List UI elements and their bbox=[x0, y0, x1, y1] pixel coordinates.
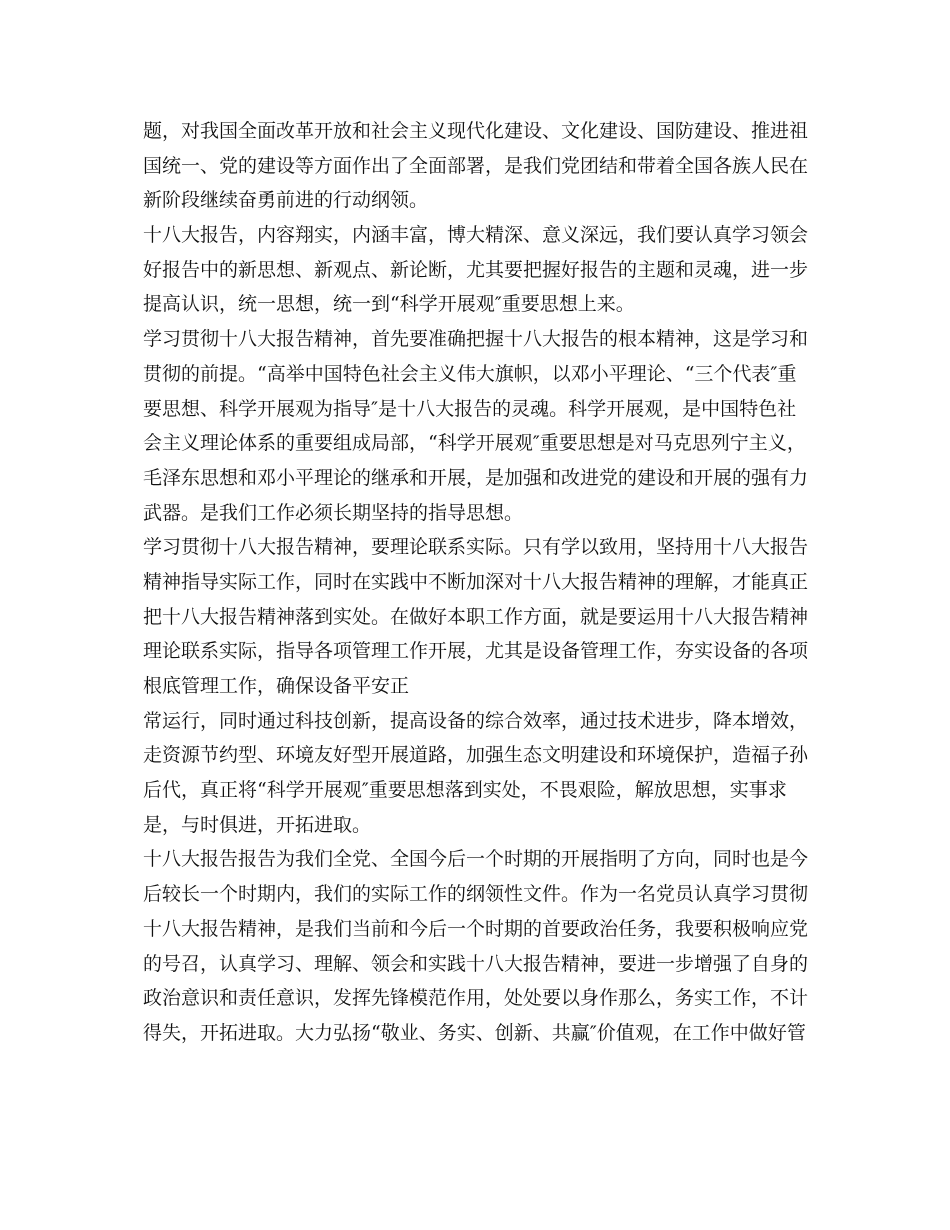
text-line: 学习贯彻十八大报告精神，首先要准确把握十八大报告的根本精神，这是学习和 bbox=[143, 328, 809, 351]
text-line: 会主义理论体系的重要组成局部，“科学开展观″重要思想是对马克思列宁主义， bbox=[143, 432, 806, 455]
text-line: 十八大报告报告为我们全党、全国今后一个时期的开展指明了方向，同时也是今 bbox=[143, 848, 809, 871]
text-line: 提高认识，统一思想，统一到“科学开展观″重要思想上来。 bbox=[143, 293, 635, 316]
text-line: 题，对我国全面改革开放和社会主义现代化建设、文化建设、国防建设、推进祖 bbox=[143, 120, 809, 142]
text-line: 根底管理工作，确保设备平安正 bbox=[143, 675, 410, 697]
text-line: 走资源节约型、环境友好型开展道路，加强生态文明建设和环境保护，造福子孙 bbox=[143, 744, 809, 767]
text-line: 十八大报告精神，是我们当前和今后一个时期的首要政治任务，我要积极响应党 bbox=[143, 917, 809, 940]
text-line: 得失，开拓进取。大力弘扬“敬业、务实、创新、共赢″价值观，在工作中做好管 bbox=[143, 1021, 806, 1044]
text-line: 是，与时俱进，开拓进取。 bbox=[143, 813, 372, 836]
text-line: 新阶段继续奋勇前进的行动纲领。 bbox=[143, 189, 429, 212]
text-line: 好报告中的新思想、新观点、新论断，尤其要把握好报告的主题和灵魂，进一步 bbox=[143, 258, 809, 281]
text-line: 十八大报告，内容翔实，内涵丰富，博大精深、意义深远，我们要认真学习领会 bbox=[143, 224, 809, 247]
text-line: 国统一、党的建设等方面作出了全面部署，是我们党团结和带着全国各族人民在 bbox=[143, 154, 809, 177]
text-line: 的号召，认真学习、理解、领会和实践十八大报告精神，要进一步增强了自身的 bbox=[143, 952, 809, 975]
text-line: 毛泽东思想和邓小平理论的继承和开展，是加强和改进党的建设和开展的强有力 bbox=[143, 466, 809, 489]
text-line: 贯彻的前提。“高举中国特色社会主义伟大旗帜，以邓小平理论、“三个代表″重 bbox=[143, 362, 797, 385]
text-line: 要思想、科学开展观为指导″是十八大报告的灵魂。科学开展观，是中国特色社 bbox=[143, 397, 797, 420]
text-line: 精神指导实际工作，同时在实践中不断加深对十八大报告精神的理解，才能真正 bbox=[143, 570, 809, 593]
body-text bbox=[143, 114, 815, 1051]
text-line: 后较长一个时期内，我们的实际工作的纲领性文件。作为一名党员认真学习贯彻 bbox=[143, 883, 809, 906]
text-line: 理论联系实际，指导各项管理工作开展，尤其是设备管理工作，夯实设备的各项 bbox=[143, 640, 809, 663]
text-line: 武器。是我们工作必须长期坚持的指导思想。 bbox=[143, 501, 524, 524]
text-line: 学习贯彻十八大报告精神，要理论联系实际。只有学以致用，坚持用十八大报告 bbox=[143, 536, 809, 559]
text-line: 常运行，同时通过科技创新，提高设备的综合效率，通过技术进步，降本增效， bbox=[143, 709, 809, 732]
text-line: 把十八大报告精神落到实处。在做好本职工作方面，就是要运用十八大报告精神 bbox=[143, 605, 809, 628]
text-line: 后代，真正将“科学开展观″重要思想落到实处，不畏艰险，解放思想，实事求 bbox=[143, 779, 787, 802]
text-line: 政治意识和责任意识，发挥先锋模范作用，处处要以身作那么，务实工作，不计 bbox=[143, 987, 809, 1010]
